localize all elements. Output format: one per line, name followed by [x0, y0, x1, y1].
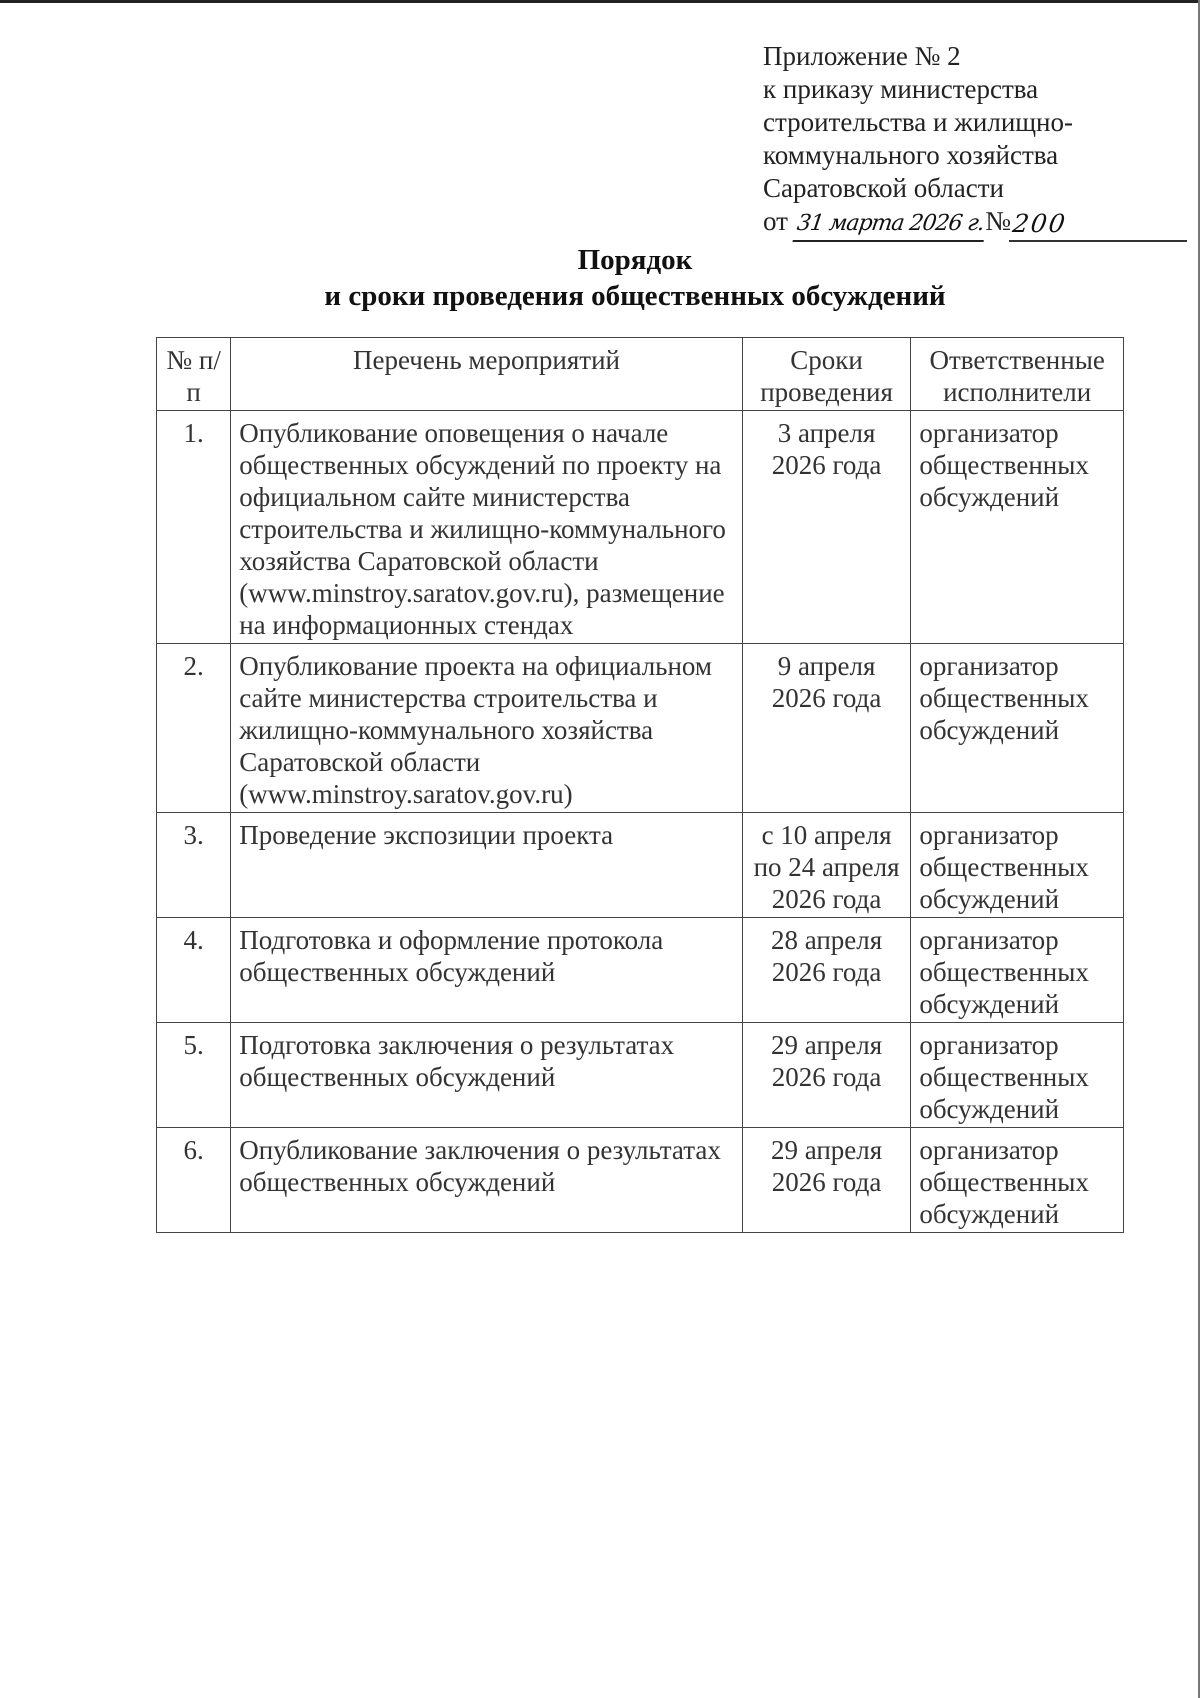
scan-edge: [0, 0, 1200, 3]
order-date-number-line: [763, 205, 1123, 242]
appendix-line: коммунального хозяйства: [763, 140, 1059, 170]
table-header-row: [157, 338, 1124, 411]
row-number: 5.: [157, 1023, 231, 1128]
appendix-line: Приложение № 2: [763, 41, 961, 71]
row-activity: Подготовка и оформление протокола общественных обсуждений: [231, 918, 743, 1023]
table-row: [157, 644, 1124, 813]
row-dates: 28 апреля 2026 года: [742, 918, 911, 1023]
handwritten-number: 200: [1010, 209, 1069, 238]
appendix-header: [763, 40, 1123, 242]
title-subtitle: и сроки проведения общественных обсуждений: [324, 280, 946, 312]
document-title: [0, 242, 1200, 314]
table-row: [157, 411, 1124, 644]
row-activity: Проведение экспозиции проекта: [231, 813, 743, 918]
row-dates: с 10 апреля по 24 апреля 2026 года: [742, 813, 911, 918]
row-responsible: организатор общественных обсуждений: [911, 918, 1124, 1023]
table-row: [157, 813, 1124, 918]
row-responsible: организатор общественных обсуждений: [911, 411, 1124, 644]
row-dates: 29 апреля 2026 года: [742, 1128, 911, 1233]
table-row: [157, 1023, 1124, 1128]
title-main: Порядок: [577, 244, 693, 276]
row-activity: Опубликование заключения о результатах общественных обсуждений: [231, 1128, 743, 1233]
header-num: № п/п: [157, 338, 231, 411]
number-underline: [1009, 207, 1187, 242]
row-dates: 3 апреля 2026 года: [742, 411, 911, 644]
table-row: [157, 1128, 1124, 1233]
row-activity: Опубликование проекта на официальном сайте министерства строительства и жилищно-коммунального хозяйства Саратовской области (www.minstroy.saratov.gov.ru): [231, 644, 743, 813]
row-number: 2.: [157, 644, 231, 813]
row-number: 4.: [157, 918, 231, 1023]
from-label: от: [763, 206, 788, 236]
row-dates: 9 апреля 2026 года: [742, 644, 911, 813]
header-responsible: Ответственные исполнители: [911, 338, 1124, 411]
schedule-table: [156, 337, 1124, 1233]
appendix-line: строительства и жилищно-: [763, 107, 1073, 137]
row-number: 6.: [157, 1128, 231, 1233]
row-number: 3.: [157, 813, 231, 918]
number-label: №: [985, 206, 1011, 236]
row-responsible: организатор общественных обсуждений: [911, 1023, 1124, 1128]
row-dates: 29 апреля 2026 года: [742, 1023, 911, 1128]
row-number: 1.: [157, 411, 231, 644]
row-activity: Подготовка заключения о результатах общественных обсуждений: [231, 1023, 743, 1128]
handwritten-date: 31 марта 2026 г.: [792, 207, 987, 242]
row-responsible: организатор общественных обсуждений: [911, 644, 1124, 813]
table-row: [157, 918, 1124, 1023]
appendix-line: к приказу министерства: [763, 74, 1039, 104]
appendix-line: Саратовской области: [763, 173, 1004, 203]
row-activity: Опубликование оповещения о начале общественных обсуждений по проекту на официальном сайте министерства строительства и жилищно-коммунального хозяйства Саратовской области (www.minstroy.saratov.gov.ru), размещение на информационных стендах: [231, 411, 743, 644]
header-activity: Перечень мероприятий: [231, 338, 743, 411]
row-responsible: организатор общественных обсуждений: [911, 1128, 1124, 1233]
row-responsible: организатор общественных обсуждений: [911, 813, 1124, 918]
header-dates: Сроки проведения: [742, 338, 911, 411]
